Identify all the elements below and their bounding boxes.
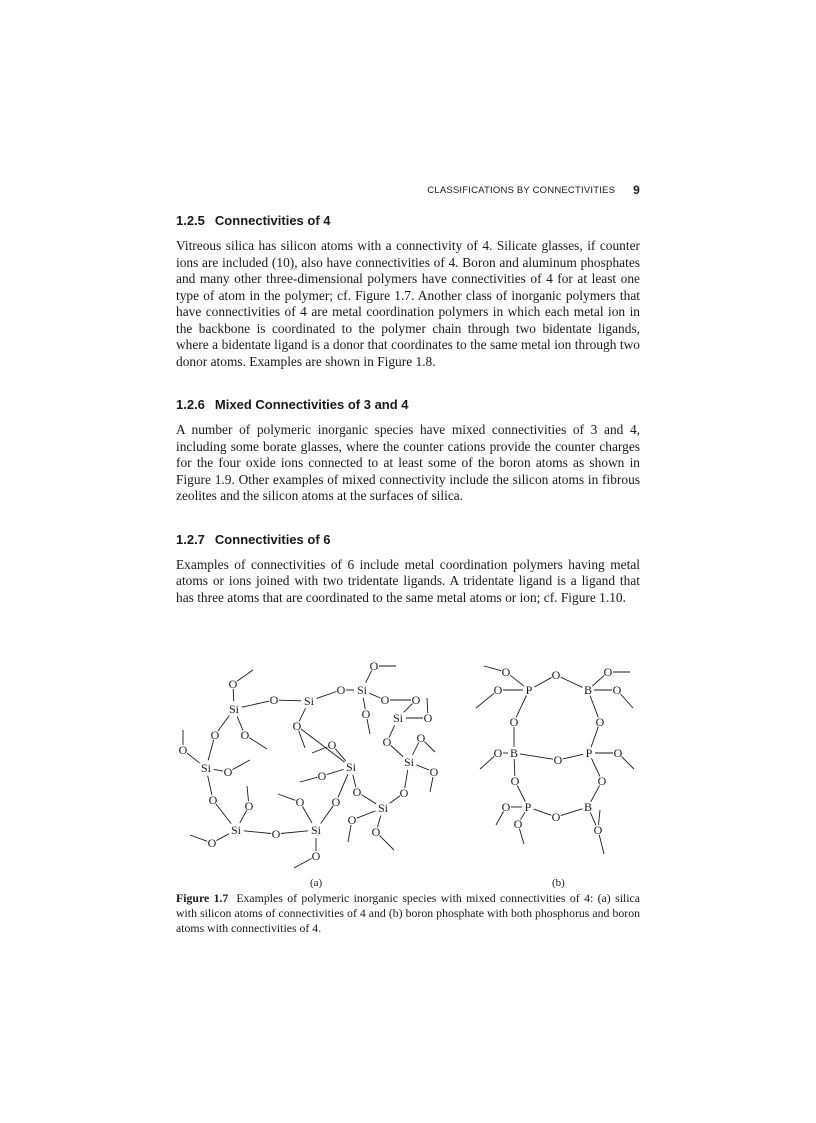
oxygen-atom-label: O (208, 793, 218, 807)
end-group-bond (484, 666, 501, 671)
main-text (176, 213, 640, 633)
bond-line (520, 754, 553, 759)
end-group-bond (476, 693, 494, 708)
end-group-bond (430, 777, 433, 792)
oxygen-atom-label: O (352, 785, 362, 799)
section-number: 1.2.6 (176, 397, 205, 412)
oxygen-atom-label: O (429, 765, 439, 779)
oxygen-atom-label: O (271, 827, 281, 841)
oxygen-atom-label: O (244, 799, 254, 813)
section-heading (176, 532, 640, 547)
section-title: Connectivities of 6 (214, 531, 331, 547)
oxygen-atom-label: O (501, 665, 511, 679)
silicon-atom-label: Si (345, 760, 357, 774)
oxygen-atom-label: O (371, 825, 381, 839)
figure-1-7 (176, 652, 640, 897)
end-group-bond (299, 731, 305, 748)
bond-line (591, 727, 598, 748)
section-paragraph: Examples of connectivities of 6 include metal coordination polymers having metal atoms or ions joined with two tridentate ligands. A tridentate ligand is a ligand that has three atoms that are coordinated to the same metal atoms or ion; cf. Figure 1.10. (176, 556, 640, 605)
bond-line (534, 809, 552, 815)
end-group-bond (232, 760, 250, 770)
page-number: 9 (633, 183, 640, 197)
structure-diagram (176, 652, 640, 877)
oxygen-atom-label: O (509, 715, 519, 729)
bond-line (317, 692, 337, 699)
oxygen-atom-label: O (361, 707, 371, 721)
panel-a-label: (a) (310, 877, 323, 889)
end-group-bond (294, 858, 312, 868)
bond-line (281, 831, 308, 834)
phosphorus-atom-label: P (524, 800, 532, 814)
section-1-2-5 (176, 213, 640, 370)
oxygen-atom-label: O (416, 731, 426, 745)
panel-b-label: (b) (552, 877, 565, 889)
oxygen-atom-label: O (317, 769, 327, 783)
section-number: 1.2.7 (176, 531, 205, 547)
oxygen-atom-label: O (178, 743, 188, 757)
end-group-bond (599, 835, 604, 854)
bond-line (338, 774, 348, 797)
silicon-atom-label: Si (228, 702, 240, 716)
section-1-2-7 (176, 532, 640, 607)
end-group-bond (237, 670, 253, 681)
bond-line (242, 701, 269, 707)
end-group-bond (620, 694, 633, 708)
oxygen-atom-label: O (493, 683, 503, 697)
bond-line (218, 715, 229, 731)
oxygen-atom-label: O (207, 836, 217, 850)
end-group-bond (190, 835, 207, 841)
section-title: Mixed Connectivities of 3 and 4 (214, 397, 409, 412)
bond-line (214, 769, 223, 771)
oxygen-atom-label: O (369, 659, 379, 673)
oxygen-atom-label: O (223, 765, 233, 779)
section-heading (176, 213, 640, 228)
end-group-bond (622, 757, 634, 769)
oxygen-atom-label: O (210, 728, 220, 742)
running-head (176, 182, 640, 196)
oxygen-atom-label: O (292, 719, 302, 733)
end-group-bond (519, 829, 524, 844)
oxygen-atom-label: O (510, 774, 520, 788)
oxygen-atom-label: O (551, 810, 561, 824)
end-group-bond (278, 794, 295, 800)
end-group-bond (312, 747, 327, 753)
bond-line (390, 796, 400, 803)
bond-line (216, 804, 231, 824)
oxygen-atom-label: O (399, 786, 409, 800)
bond-line (327, 769, 344, 774)
bond-line (534, 677, 551, 687)
oxygen-atom-label: O (603, 665, 613, 679)
bond-line (561, 677, 583, 687)
oxygen-atom-label: O (613, 746, 623, 760)
oxygen-atom-label: O (612, 683, 622, 697)
silicon-atom-label: Si (303, 694, 315, 708)
oxygen-atom-label: O (295, 795, 305, 809)
oxygen-atom-label: O (269, 693, 279, 707)
silicon-atom-label: Si (392, 711, 404, 725)
oxygen-atom-label: O (228, 677, 238, 691)
oxygen-atom-label: O (327, 738, 337, 752)
bond-line (208, 740, 214, 760)
oxygen-atom-label: O (347, 813, 357, 827)
silicon-atom-label: Si (377, 801, 389, 815)
oxygen-atom-label: O (311, 849, 321, 863)
end-group-bond (300, 777, 317, 782)
end-group-bond (348, 825, 351, 842)
section-1-2-6 (176, 397, 640, 505)
bond-line (187, 753, 200, 763)
oxygen-atom-label: O (501, 800, 511, 814)
bond-line (216, 834, 229, 841)
oxygen-atom-label: O (593, 823, 603, 837)
figure-caption (176, 891, 640, 936)
bond-line (244, 831, 271, 834)
boron-atom-label: B (509, 746, 519, 760)
silicon-atom-label: Si (310, 823, 322, 837)
end-group-bond (367, 719, 370, 734)
bond-line (563, 754, 583, 759)
silicon-atom-label: Si (403, 755, 415, 769)
oxygen-atom-label: O (551, 668, 561, 682)
bond-line (369, 693, 380, 698)
section-paragraph: A number of polymeric inorganic species have mixed connectivities of 3 and 4, including some borate glasses, where the counter cations provide the counter charges for the four oxide ions connected to at least some of the boron atoms as shown in Figure 1.9. Other examples of mixed connectivity include the silicon atoms in fibrous zeolites and the silicon atoms at the surfaces of silica. (176, 422, 640, 503)
oxygen-atom-label: O (513, 817, 523, 831)
section-title: Connectivities of 4 (214, 213, 331, 228)
oxygen-atom-label: O (240, 728, 250, 742)
silicon-atom-label: Si (200, 761, 212, 775)
running-head-title: CLASSIFICATIONS BY CONNECTIVITIES (427, 185, 616, 196)
end-group-bond (480, 756, 494, 769)
figure-label: Figure 1.7 (176, 891, 229, 905)
section-paragraph: Vitreous silica has silicon atoms with a connectivity of 4. Silicate glasses, if counter ions are included (10), also have connectivities of 4. Boron and aluminum phosphates and many other three-dimensional polymers have connectivities of 4 for at least one type of atom in the polymer; cf. Figure 1.7. Another class of inorganic polymers that have connectivities of 4 are metal coordination polymers in which each metal ion in the backbone is coordinated to the polymer chain through two bidentate ligands, where a bidentate ligand is a donor that coordinates to the same metal ion through two donor atoms. Examples are shown in Figure 1.8. (176, 238, 640, 369)
bond-line (279, 700, 301, 701)
section-number: 1.2.5 (176, 213, 205, 228)
oxygen-atom-label: O (595, 715, 605, 729)
oxygen-atom-label: O (380, 693, 390, 707)
oxygen-atom-label: O (493, 746, 503, 760)
phosphorus-atom-label: P (525, 683, 533, 697)
section-heading (176, 397, 640, 412)
silicon-atom-label: Si (356, 683, 368, 697)
caption-text: Examples of polymeric inorganic species with mixed connectivities of 4: (a) silica with silicon atoms of connectivities of 4 and (b) boron phosphate with both phosphorus and boron atoms with connectivities of 4. (176, 891, 640, 935)
boron-atom-label: B (583, 683, 593, 697)
bond-line (391, 745, 403, 756)
bond-line (561, 809, 583, 816)
end-group-bond (380, 836, 394, 850)
oxygen-atom-label: O (331, 795, 341, 809)
end-group-bond (249, 738, 267, 749)
silicon-atom-label: Si (230, 823, 242, 837)
boron-atom-label: B (583, 800, 593, 814)
end-group-bond (425, 742, 435, 752)
phosphorus-atom-label: P (585, 746, 593, 760)
bond-line (510, 675, 524, 686)
oxygen-atom-label: O (423, 711, 433, 725)
oxygen-atom-label: O (336, 683, 346, 697)
bond-line (592, 675, 604, 686)
bond-line (301, 729, 345, 762)
oxygen-atom-label: O (382, 735, 392, 749)
bond-line (361, 795, 376, 804)
bond-line (416, 765, 429, 770)
oxygen-atom-label: O (553, 753, 563, 767)
bond-line (357, 811, 376, 818)
oxygen-atom-label: O (597, 774, 607, 788)
oxygen-atom-label: O (411, 693, 421, 707)
